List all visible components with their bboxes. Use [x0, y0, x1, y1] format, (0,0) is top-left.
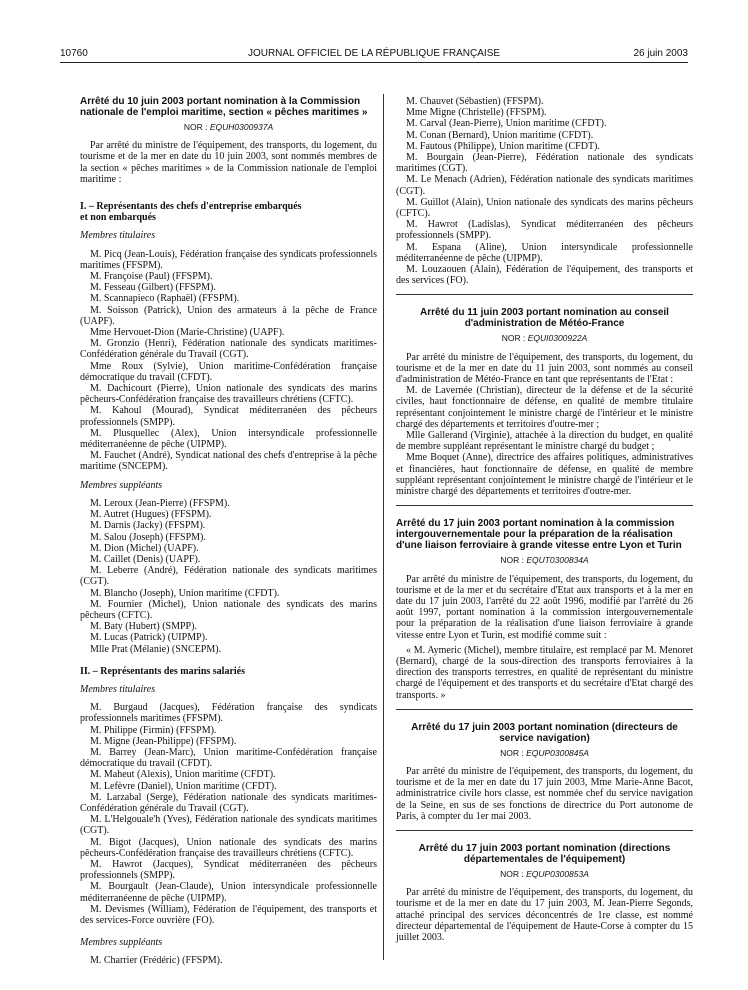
nor-line [396, 748, 693, 759]
list-item: M. Leberre (André), Fédération nationale des syndicats maritimes (CGT). [80, 565, 377, 588]
subsection-heading: Membres suppléants [80, 479, 163, 491]
article-title: Arrêté du 17 juin 2003 portant nomination (directions départementales de l'équipement) [418, 842, 671, 865]
right-column [396, 96, 693, 943]
nor-code: EQUI0300922A [527, 333, 588, 344]
nor-line [396, 555, 693, 566]
article-title: Arrêté du 11 juin 2003 portant nomination au conseil d'administration de Météo-France [420, 307, 669, 330]
article-separator [396, 505, 693, 506]
nor-line [396, 869, 693, 880]
list-item: M. Dion (Michel) (UAPF). [90, 542, 199, 554]
page-number: 10760 [60, 48, 88, 59]
member-list [80, 702, 377, 926]
list-item: M. de Lavernée (Christian), directeur de la défense et de la sécurité civiles, haut fonctionnaire de défense, en qualité de membre titulaire représentant conjointement le ministre chargé de l'intérieur et le ministre chargé des départements et territoires d'outre-mer ; [396, 385, 693, 430]
list-item: M. Migne (Jean-Philippe) (FFSPM). [90, 735, 237, 747]
nor-code: EQUP0300845A [526, 747, 589, 758]
nor-label: NOR : [500, 747, 524, 758]
list-item: M. Hawrot (Ladislas), Syndicat méditerranéen des pêcheurs professionnels (SMPP). [396, 219, 693, 242]
list-item: M. Salou (Joseph) (FFSPM). [90, 531, 206, 543]
list-item: M. Devismes (William), Fédération de l'équipement, des transports et des services-Force ouvrière (FO). [80, 903, 377, 926]
article-title: Arrêté du 17 juin 2003 portant nomination à la commission intergouvernementale pour la préparation de la réalisation d'une liaison ferroviaire à grande vitesse entre Lyon et Turin [396, 518, 682, 552]
list-item: Mme Boquet (Anne), directrice des affaires politiques, administratives et financières, haut fonctionnaire de défense, en qualité de membre suppléant représentant conjointement le ministre chargé de l'intérieur et le ministre chargé des départements et territoires d'outre-mer. [396, 452, 693, 498]
list-item: M. L'Helgouale'h (Yves), Fédération nationale des syndicats maritimes (CGT). [80, 814, 377, 837]
section-heading: I. – Représentants des chefs d'entreprise embarqués [80, 201, 302, 213]
list-item: M. Lucas (Patrick) (UIPMP). [90, 632, 208, 644]
article-title: Arrêté du 10 juin 2003 portant nomination à la Commission nationale de l'emploi maritime, section « pêches maritimes » [80, 96, 368, 118]
nor-label: NOR : [500, 868, 524, 879]
list-item: M. Lefèvre (Daniel), Union maritime (CFDT). [90, 780, 277, 792]
list-item: M. Fautous (Philippe), Union maritime (CFDT). [406, 140, 600, 152]
article-intro: Par arrêté du ministre de l'équipement, des transports, du logement, du tourisme et de la mer en date du 10 juin 2003, sont nommés membres de la section « pêches maritimes » de la Commission nationale de l'emploi maritime : [80, 140, 377, 185]
list-item: M. Larzabal (Serge), Fédération nationale des syndicats maritimes-Confédération générale du Travail (CGT). [80, 791, 377, 814]
list-item: M. Le Menach (Adrien), Fédération nationale des syndicats maritimes (CGT). [396, 174, 693, 197]
list-item: M. Philippe (Firmin) (FFSPM). [90, 724, 217, 736]
list-item: M. Espana (Aline), Union intersyndicale professionnelle méditerranéenne de pêche (UIPMP). [396, 241, 693, 264]
nor-code: EQUP0300853A [526, 868, 589, 879]
list-item: M. Fesseau (Gilbert) (FFSPM). [90, 282, 216, 294]
list-item: M. Françoise (Paul) (FFSPM). [90, 271, 213, 283]
nor-line [396, 333, 693, 344]
member-list [80, 249, 377, 473]
article-separator [396, 709, 693, 710]
list-item: M. Burgaud (Jacques), Fédération française des syndicats professionnels maritimes (FFSPM). [80, 702, 377, 725]
list-item: M. Caillet (Denis) (UAPF). [90, 553, 201, 565]
list-item: Mme Roux (Sylvie), Union maritime-Confédération française démocratique du travail (CFDT). [80, 360, 377, 383]
list-item: M. Soisson (Patrick), Union des armateurs à la pêche de France (UAPF). [80, 304, 377, 327]
list-item: M. Chauvet (Sébastien) (FFSPM). [406, 96, 544, 107]
list-item: M. Fauchet (André), Syndicat national des chefs d'entreprise à la pêche maritime (SNCEPM). [80, 450, 377, 473]
article-separator [396, 830, 693, 831]
list-item: M. Hawrot (Jacques), Syndicat méditerranéen des pêcheurs professionnels (SMPP). [80, 858, 377, 882]
list-item: M. Leroux (Jean-Pierre) (FFSPM). [90, 497, 230, 509]
list-item: M. Guillot (Alain), Union nationale des syndicats des marins pêcheurs (CFTC). [396, 196, 693, 220]
article-body: Par arrêté du ministre de l'équipement, des transports, du logement, du tourisme et de la mer en date du 17 juin 2003, M. Jean-Pierre Segonds, attaché principal des services déconcentrés de 1re classe, est nommé directeur départemental de l'équipement de Haute-Corse à compter du 15 juillet 2003. [396, 887, 693, 943]
article-separator [396, 294, 693, 295]
list-item: M. Blancho (Joseph), Union maritime (CFDT). [90, 587, 280, 599]
list-item: M. Baty (Hubert) (SMPP). [90, 621, 197, 633]
list-item: M. Barrey (Jean-Marc), Union maritime-Confédération française démocratique du travail (CFDT). [80, 746, 377, 770]
nor-label: NOR : [500, 555, 524, 566]
column-divider [383, 94, 384, 960]
list-item: Mlle Prat (Mélanie) (SNCEPM). [90, 643, 222, 655]
list-item: M. Darnis (Jacky) (FFSPM). [90, 520, 206, 532]
nor-code: EQUT0300834A [526, 555, 589, 566]
nor-code: EQUH0300937A [209, 122, 274, 132]
list-item: M. Louzaouen (Alain), Fédération de l'équipement, des transports et des services (FO). [396, 264, 693, 287]
list-item: M. Bourgain (Jean-Pierre), Fédération nationale des syndicats maritimes (CGT). [396, 152, 693, 175]
subsection-heading: Membres titulaires [80, 683, 156, 695]
nor-label: NOR : [501, 333, 526, 344]
nor-line [80, 122, 377, 133]
list-item: Mme Migne (Christelle) (FFSPM). [406, 107, 547, 119]
list-item: M. Scannapieco (Raphaël) (FFSPM). [90, 293, 240, 305]
member-list [80, 498, 377, 655]
subsection-heading: Membres suppléants [80, 937, 163, 949]
list-item: M. Bigot (Jacques), Union nationale des syndicats des marins pêcheurs-Confédération française des travailleurs chrétiens (CFTC). [80, 836, 377, 859]
list-item: Mme Hervouet-Dion (Marie-Christine) (UAPF). [90, 327, 285, 339]
list-item: M. Conan (Bernard), Union maritime (CFDT). [406, 129, 594, 141]
list-item: M. Plusquellec (Alex), Union intersyndicale professionnelle méditerranéenne de pêche (UIPMP). [80, 427, 377, 451]
header-rule [60, 62, 688, 63]
list-item: Mlle Gallerand (Virginie), attachée à la direction du budget, en qualité de membre suppléant représentant le ministre chargé du budget ; [396, 430, 693, 453]
list-item: M. Bourgault (Jean-Claude), Union intersyndicale professionnelle méditerranéenne de pêche (UIPMP). [80, 881, 377, 904]
list-item: M. Carval (Jean-Pierre), Union maritime (CFDT). [406, 118, 607, 130]
article-intro: Par arrêté du ministre de l'équipement, des transports, du logement, du tourisme et de la mer et du secrétaire d'Etat aux transports et à la mer en date du 17 juin 2003, l'arrêté du 22 août 1996, modifié par l'arrêté du 26 août 1997, portant nomination à la commission intergouvernementale pour la préparation de la réalisation d'une liaison ferroviaire à grande vitesse entre Lyon et Turin, est modifié comme suit : [396, 573, 693, 641]
nor-label: NOR : [183, 122, 208, 132]
journal-title: JOURNAL OFFICIEL DE LA RÉPUBLIQUE FRANÇAISE [247, 48, 501, 59]
list-item: M. Maheut (Alexis), Union maritime (CFDT). [90, 769, 276, 781]
article-body: Par arrêté du ministre de l'équipement, des transports, du logement, du tourisme et de la mer en date du 17 juin 2003, Mme Marie-Anne Bacot, administratrice civile hors classe, est nommée chef du service navigation de la Seine, en sus de ses fonctions de directrice du Port autonome de Paris, à compter du 1er mai 2003. [396, 765, 693, 822]
section-heading: II. – Représentants des marins salariés [80, 665, 245, 677]
list-item: M. Charrier (Frédéric) (FFSPM). [90, 955, 223, 967]
article-intro: Par arrêté du ministre de l'équipement, des transports, du logement, du tourisme et de la mer en date du 11 juin 2003, sont nommés au conseil d'administration de Météo-France en tant que représentants de l'Etat : [396, 351, 693, 386]
member-list [396, 96, 693, 286]
subsection-heading: Membres titulaires [80, 230, 156, 242]
list-item: M. Autret (Hugues) (FFSPM). [90, 509, 212, 521]
issue-date: 26 juin 2003 [633, 48, 688, 59]
list-item: M. Picq (Jean-Louis), Fédération française des syndicats professionnels maritimes (FFSPM). [80, 248, 377, 271]
list-item: M. Gronzio (Henri), Fédération nationale des syndicats maritimes-Confédération générale du Travail (CGT). [80, 338, 377, 361]
list-item: M. Dachicourt (Pierre), Union nationale des syndicats des marins pêcheurs-Confédération française des travailleurs chrétiens (CFTC). [80, 383, 377, 406]
list-item: M. Fournier (Michel), Union nationale des syndicats des marins pêcheurs (CFTC). [80, 598, 377, 621]
list-item: M. Kahoul (Mourad), Syndicat méditerranéen des pêcheurs professionnels (SMPP). [80, 405, 377, 428]
section-heading-cont: et non embarqués [80, 212, 156, 224]
article-title: Arrêté du 17 juin 2003 portant nomination (directeurs de service navigation) [411, 721, 678, 744]
article-body: « M. Aymeric (Michel), membre titulaire, est remplacé par M. Menoret (Bernard), chargé de la sous-direction des transports ferroviaires à la direction des transports terrestres, en qualité de représentant du ministre chargé de l'équipement et des transports et du secrétaire d'Etat chargé des transports. » [396, 644, 693, 701]
left-column [80, 96, 377, 967]
